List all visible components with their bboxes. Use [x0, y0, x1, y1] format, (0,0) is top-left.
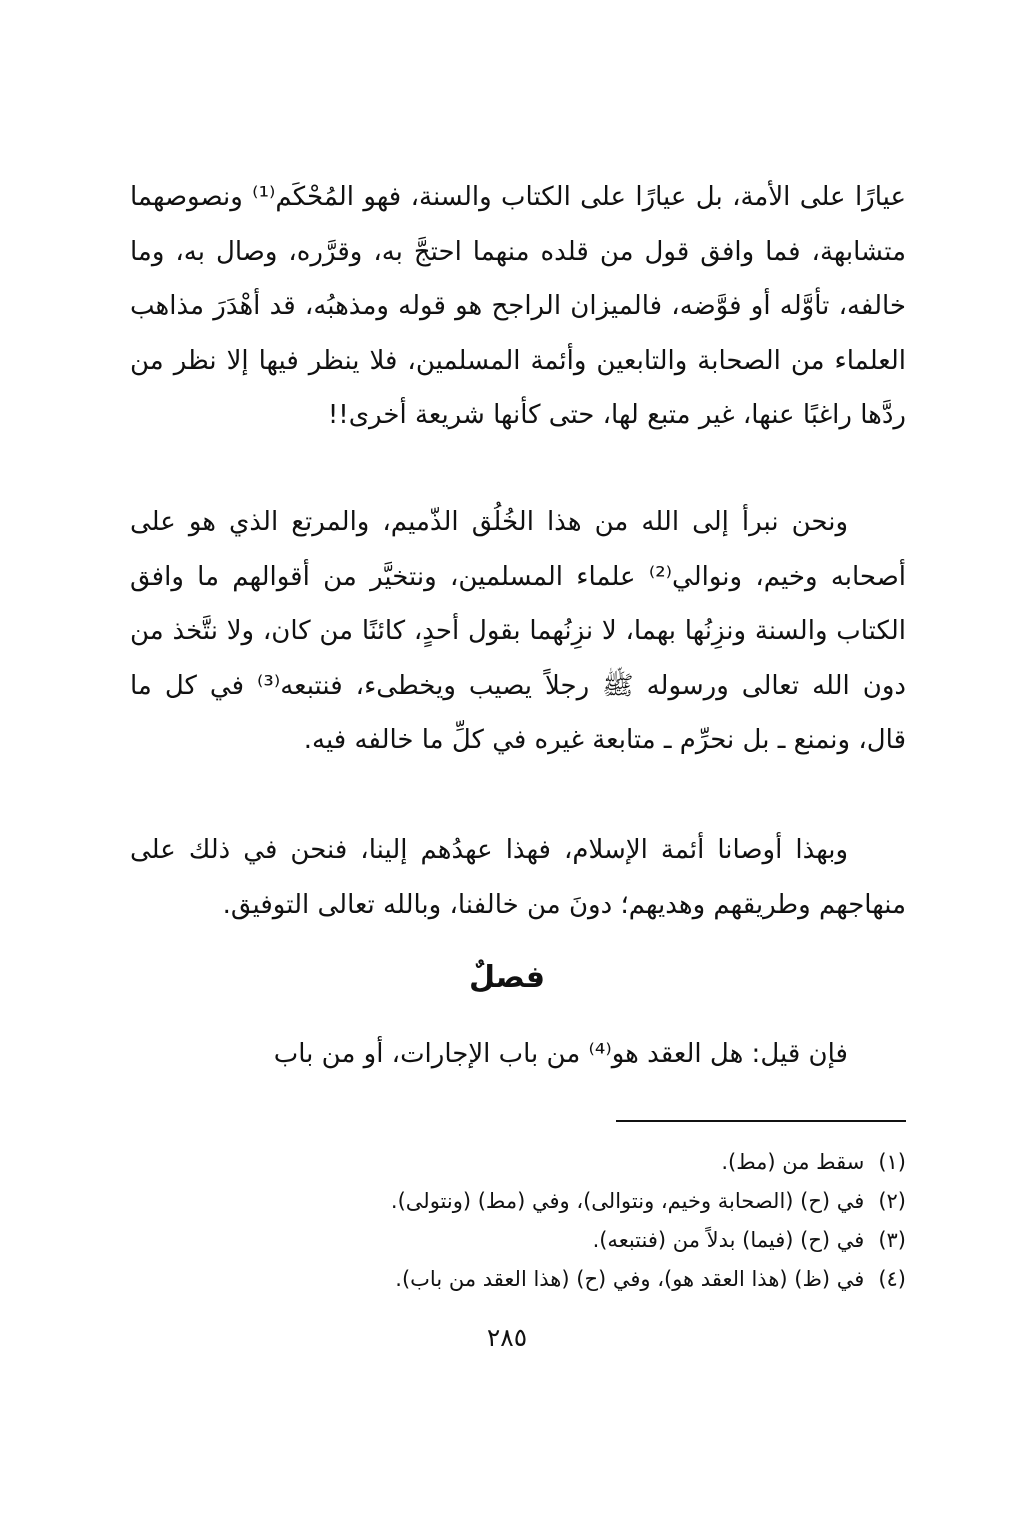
- footnote: [200, 1143, 906, 1182]
- footnote-text: في (ح) (الصحابة وخيم، ونتوالى)، وفي (مط) (ونتولى).: [390, 1189, 865, 1213]
- paragraph: وبهذا أوصانا أئمة الإسلام، فهذا عهدُهم إلينا، فنحن في ذلك على منهاجهم وطريقهم وهديهم؛ دونَ من خالفنا، وبالله تعالى التوفيق.: [130, 835, 906, 920]
- footnote-text: في (ظ) (هذا العقد هو)، وفي (ح) (هذا العقد من باب).: [395, 1267, 865, 1291]
- paragraph: ونحن نبرأ إلى الله من هذا الخُلُق الذّميم، والمرتع الذي هو على أصحابه وخيم، ونوالي⁽²⁾ علماء المسلمين، ونتخيَّر من أقوالهم ما وافق الكتاب والسنة ونزِنُها بهما، لا نزِنُهما بقول أحدٍ، كائنًا من كان، ولا نتَّخذ من دون الله تعالى ورسوله ﷺ رجلاً يصيب ويخطىء، فنتبعه⁽³⁾ في كل ما قال، ونمنع ـ بل نحرِّم ـ متابعة غيره في كلِّ ما خالفه فيه.: [130, 507, 906, 755]
- footnote-text: في (ح) (فيما) بدلاً من (فنتبعه).: [592, 1228, 865, 1252]
- footnote: [200, 1221, 906, 1260]
- footnote-number: (٤): [878, 1267, 906, 1291]
- page-number: ٢٨٥: [486, 1323, 528, 1352]
- footnote: [200, 1260, 906, 1299]
- paragraph: عيارًا على الأمة، بل عيارًا على الكتاب والسنة، فهو المُحْكَم⁽¹⁾ ونصوصهما متشابهة، فما وافق قول من قلده منهما احتجَّ به، وقرَّره، وصال به، وما خالفه، تأوَّله أو فوَّضه، فالميزان الراجح هو قوله ومذهبُه، قد أهْدَرَ مذاهب العلماء من الصحابة والتابعين وأئمة المسلمين، فلا ينظر فيها إلا نظر من ردَّها راغبًا عنها، غير متبع لها، حتى كأنها شريعة أخرى!!: [130, 182, 907, 430]
- paragraph: فإن قيل: هل العقد هو⁽⁴⁾ من باب الإجارات، أو من باب: [273, 1039, 848, 1069]
- footnote: [200, 1182, 906, 1221]
- footnote-number: (١): [878, 1150, 906, 1174]
- footnote-number: (٣): [878, 1228, 906, 1252]
- footnote-number: (٢): [878, 1189, 906, 1213]
- footnotes: [200, 1143, 906, 1299]
- footnote-text: سقط من (مط).: [721, 1150, 865, 1174]
- footnote-separator: [616, 1120, 906, 1122]
- section-heading: فصلٌ: [469, 960, 545, 995]
